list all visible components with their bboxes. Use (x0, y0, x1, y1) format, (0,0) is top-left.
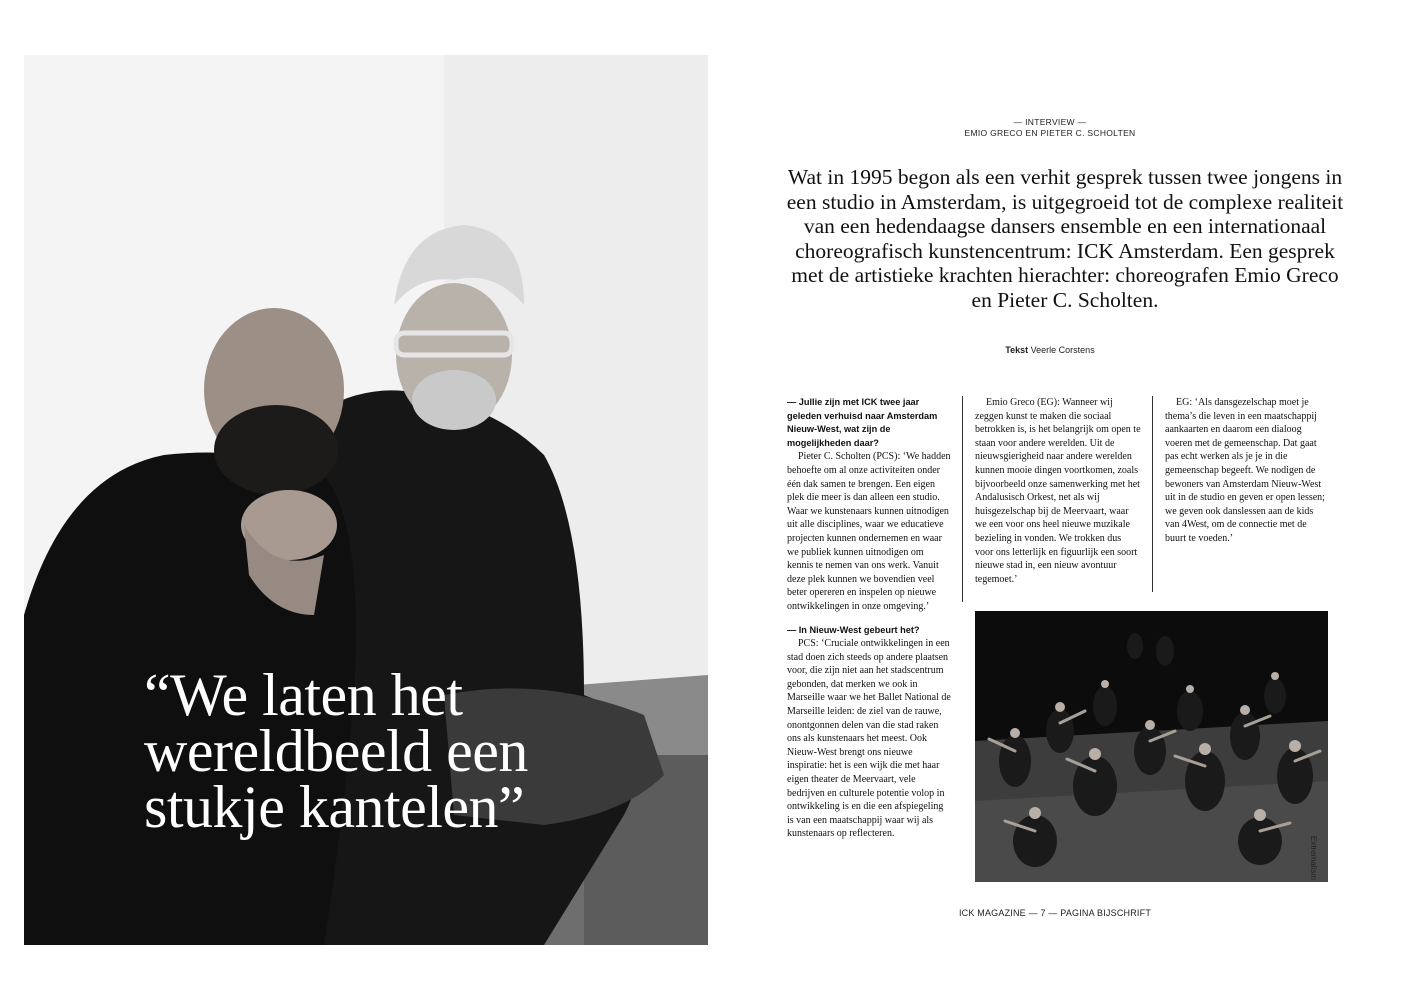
interview-answer-1: Pieter C. Scholten (PCS): ‘We hadden behoefte om al onze activiteiten onder één dak samen te brengen. Een eigen plek die meer is dan alleen een studio. Waar we kunstenaars kunnen uitnodigen uit alle disciplines, waar we educatieve projecten kunnen ondernemen en waar we publiek kunnen uitnodigen om kennis te nemen van ons werk. Vanuit deze plek kunnen we bovendien veel beter opereren en inspelen op nieuwe ontwikkelingen in onze omgeving.’ (787, 451, 951, 612)
text-column-3 (1152, 396, 1330, 592)
pull-quote (144, 662, 704, 840)
interview-question-2: — In Nieuw-West gebeurt het? (787, 624, 920, 635)
pull-quote-line-3: stukje kantelen” (144, 774, 525, 840)
interview-subjects: EMIO GRECO EN PIETER C. SCHOLTEN (964, 128, 1136, 138)
page-footer: ICK MAGAZINE — 7 — PAGINA BIJSCHRIFT (958, 908, 1152, 918)
pull-quote-line-2: wereldbeeld een (144, 718, 528, 784)
byline (930, 345, 1170, 355)
byline-author: Veerle Corstens (1030, 345, 1095, 355)
pull-quote-line-1: “We laten het (144, 662, 463, 728)
dance-illustration (975, 611, 1328, 882)
dance-performance-photo (975, 611, 1328, 882)
byline-label: Tekst (1005, 345, 1029, 355)
section-label: — INTERVIEW — (1013, 117, 1087, 127)
interview-answer-4: EG: ‘Als dansgezelschap moet je thema’s die leven in een maatschappij aankaarten en daarom een dialoog voeren met de gemeenschap. Dat gaat pas echt werken als je je in die gemeenschap begeeft. We nodigen de bewoners van Amsterdam Nieuw-West uit in de studio en geven er open lessen; we geven ook danslessen aan de kids van 4West, om de connectie met de buurt te voeden.’ (1165, 397, 1325, 544)
article-kicker (930, 117, 1170, 139)
text-column-2 (962, 396, 1142, 602)
portrait-photo (24, 55, 708, 945)
photo-credit: Extremalism (1309, 836, 1318, 881)
text-column-1 (787, 396, 952, 841)
interview-question-1: — Jullie zijn met ICK twee jaar geleden verhuisd naar Amsterdam Nieuw-West, wat zijn de mogelijkheden daar? (787, 397, 938, 448)
interview-answer-3: Emio Greco (EG): Wanneer wij zeggen kunst te maken die sociaal betrokken is, is het belangrijk om open te staan voor andere werelden. Uit de nieuwsgierigheid naar andere werelden kunnen mooie dingen voortkomen, zoals bijvoorbeeld onze samenwerking met het Andalusisch Orkest, net als wij huisgezelschap bij de Meervaart, waar we een voor ons heel nieuwe muzikale bezieling in vonden. We trokken dus voor ons letterlijk en figuurlijk een soort nieuwe stad in, een nieuw avontuur tegemoet.’ (975, 397, 1141, 585)
intro-paragraph: Wat in 1995 begon als een verhit gesprek tussen twee jongens in een studio in Amsterdam, is uitgegroeid tot de complexe realiteit van een hedendaagse dansers ensemble en een internationaal choreografisch kunstencentrum: ICK Amsterdam. Een gesprek met de artistieke krachten hierachter: choreografen Emio Greco en Pieter C. Scholten. (786, 165, 1344, 312)
interview-answer-2: PCS: ‘Cruciale ontwikkelingen in een stad doen zich steeds op andere plaatsen voor, die zijn niet aan het stadscentrum gebonden, dat merken we ook in Marseille waar we het Ballet National de Marseille leiden: de ziel van de rauwe, onontgonnen delen van die stad raken ons als kunstenaars het meest. Ook Nieuw-West brengt ons nieuwe inspiratie: het is een wijk die met haar eigen theater de Meervaart, vele bedrijven en culturele potentie volop in ontwikkeling is en die een afspiegeling is van een maatschappij waar wij als kunstenaars op reflecteren. (787, 638, 951, 840)
